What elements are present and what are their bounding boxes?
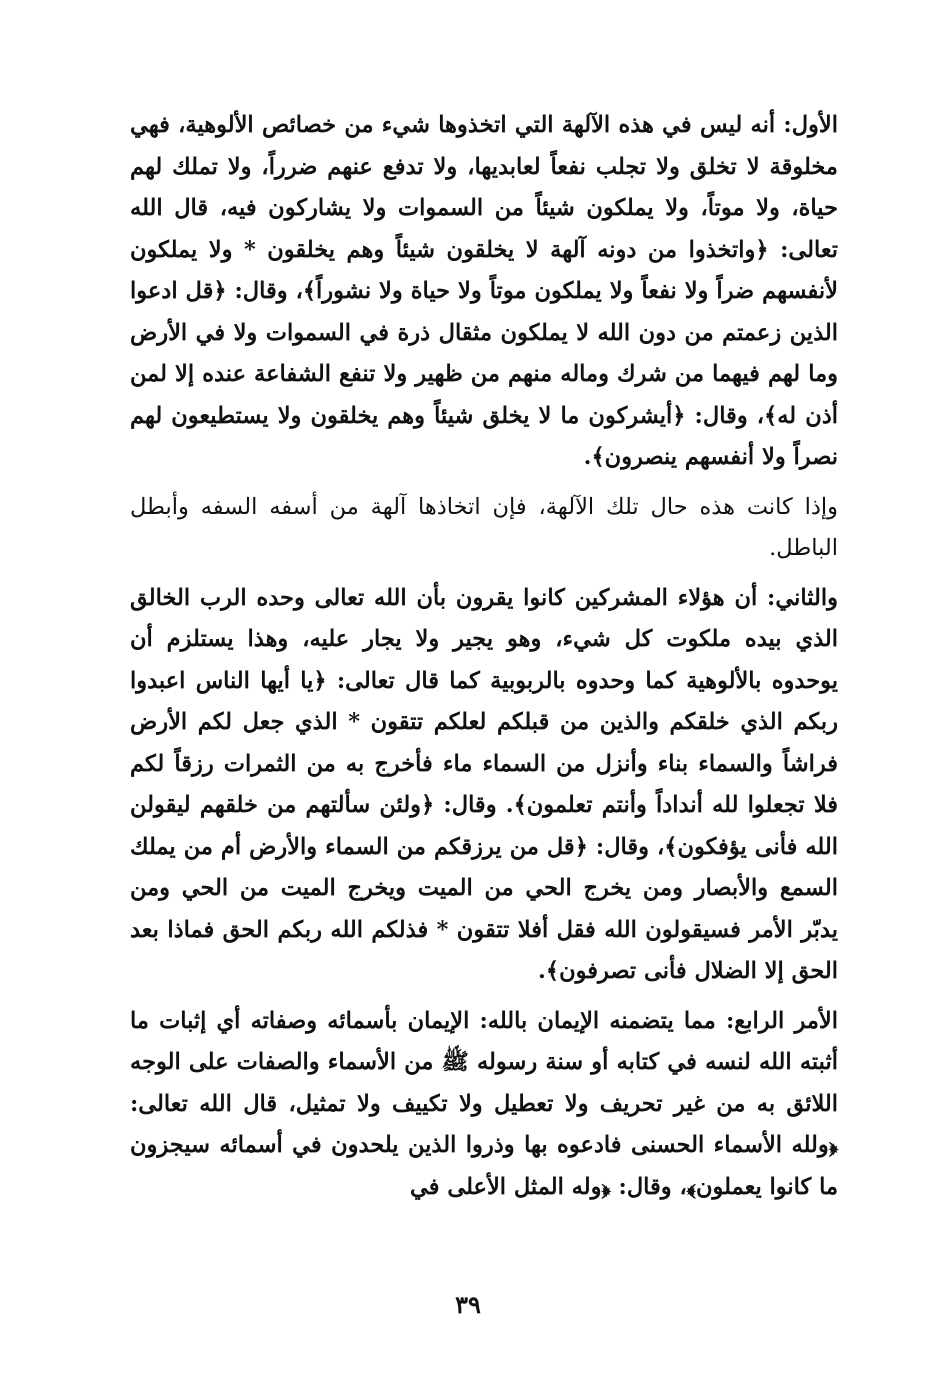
- page-number: ٣٩: [455, 1290, 481, 1319]
- paragraph-fourth-matter: الأمر الرابع: مما يتضمنه الإيمان بالله: الإيمان بأسمائه وصفاته أي إثبات ما أثبته الله لنسه في كتابه أو سنة رسوله ﷺ من الأسماء والصفات على الوجه اللائق به من غير تحريف ولا تعطيل ولا تكييف ولا تمثيل، قال الله تعالى: ﴿ولله الأسماء الحسنى فادعوه بها وذروا الذين يلحدون في أسمائه سيجزون ما كانوا يعملون﴾، وقال: ﴿وله المثل الأعلى في: [130, 1007, 838, 1200]
- paragraph-second-point: والثاني: أن هؤلاء المشركين كانوا يقرون بأن الله تعالى وحده الرب الخالق الذي بيده ملكوت كل شيء، وهو يجير ولا يجار عليه، وهذا يستلزم أن يوحدوه بالألوهية كما وحدوه بالربوبية كما قال تعالى: ﴿يا أيها الناس اعبدوا ربكم الذي خلقكم والذين من قبلكم لعلكم تتقون * الذي جعل لكم الأرض فراشاً والسماء بناء وأنزل من السماء ماء فأخرج به من الثمرات رزقاً لكم فلا تجعلوا لله أنداداً وأنتم تعلمون﴾. وقال: ﴿ولئن سألتهم من خلقهم ليقولن الله فأنى يؤفكون﴾، وقال: ﴿قل من يرزقكم من السماء والأرض أم من يملك السمع والأبصار ومن يخرج الحي من الميت ويخرج الميت من الحي ومن يدبّر الأمر فسيقولون الله فقل أفلا تتقون * فذلكم الله ربكم الحق فماذا بعد الحق إلا الضلال فأنى تصرفون﴾.: [130, 584, 838, 984]
- page-body: [130, 105, 838, 1208]
- paragraph-first-point: الأول: أنه ليس في هذه الآلهة التي اتخذوها شيء من خصائص الألوهية، فهي مخلوقة لا تخلق ولا تجلب نفعاً لعابديها، ولا تدفع عنهم ضرراً، ولا تملك لهم حياة، ولا موتاً، ولا يملكون شيئاً من السموات ولا يشاركون فيه، قال الله تعالى: ﴿واتخذوا من دونه آلهة لا يخلقون شيئاً وهم يخلقون * ولا يملكون لأنفسهم ضراً ولا نفعاً ولا يملكون موتاً ولا حياة ولا نشوراً﴾، وقال: ﴿قل ادعوا الذين زعمتم من دون الله لا يملكون مثقال ذرة في السموات ولا في الأرض وما لهم فيهما من شرك وماله منهم من ظهير ولا تنفع الشفاعة عنده إلا لمن أذن له﴾، وقال: ﴿أيشركون ما لا يخلق شيئاً وهم يخلقون ولا يستطيعون لهم نصراً ولا أنفسهم ينصرون﴾.: [130, 112, 838, 470]
- paragraph-conclusion: وإذا كانت هذه حال تلك الآلهة، فإن اتخاذها آلهة من أسفه السفه وأبطل الباطل.: [130, 493, 838, 561]
